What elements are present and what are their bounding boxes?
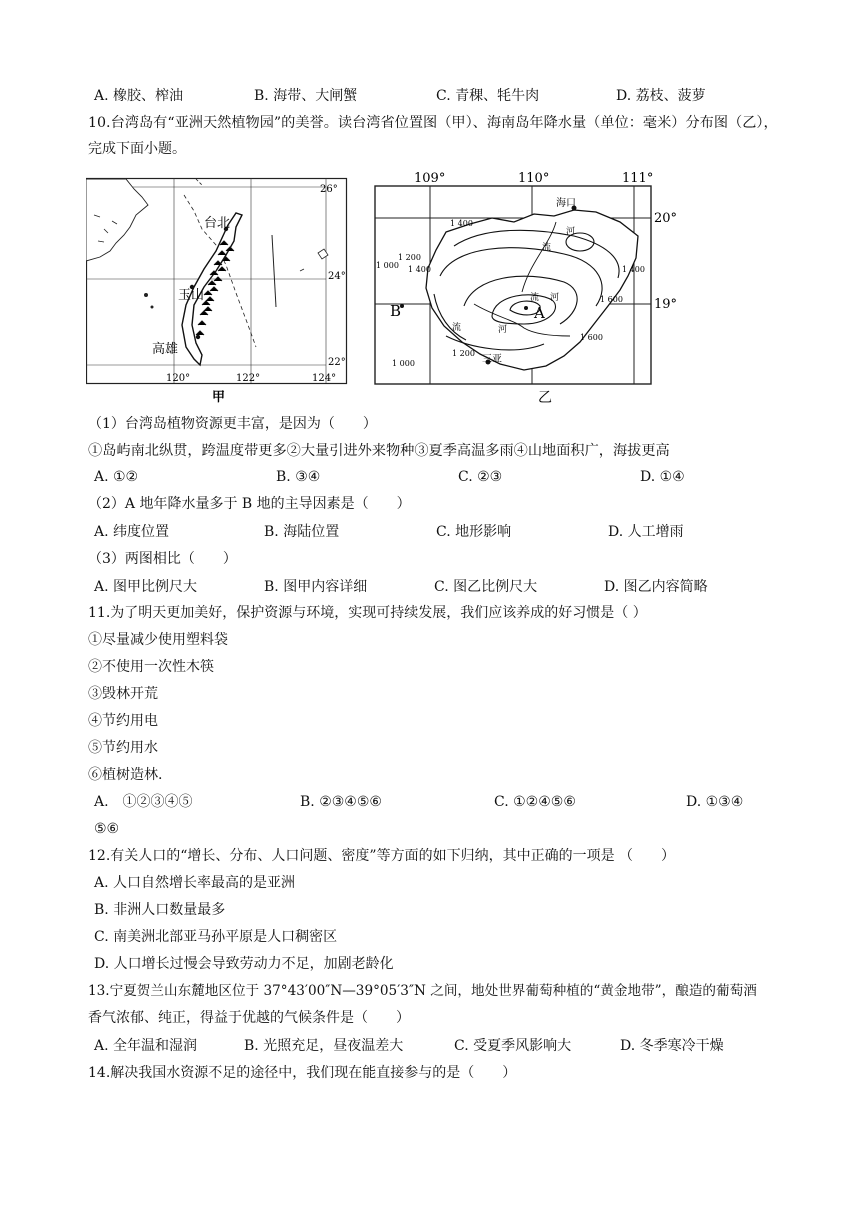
q9-option-a: A. 橡胶、榨油 <box>94 88 184 104</box>
q10-stem-line1: 10.台湾岛有“亚洲天然植物园”的美誉。读台湾省位置图（甲）、海南岛年降水量（单位：毫米）分布图（乙）， <box>88 115 778 131</box>
gaoxiong-dot <box>196 335 200 339</box>
q10-sub1-question: （1）台湾岛植物资源更丰富，是因为（ ） <box>88 416 377 432</box>
q14-stem: 14.解决我国水资源不足的途径中，我们现在能直接参与的是（ ） <box>88 1065 517 1081</box>
q9-option-d: D. 荔枝、菠萝 <box>616 88 706 104</box>
q10-stem-line2: 完成下面小题。 <box>88 141 186 157</box>
q11-item-1: ①尽量减少使用塑料袋 <box>88 632 228 648</box>
label-yushan: 玉山 <box>178 288 205 303</box>
q9-option-b: B. 海带、大闸蟹 <box>254 88 358 104</box>
tick-lat-26: 26° <box>320 184 338 195</box>
isohyet-label-2: 1 200 <box>398 253 421 262</box>
tick-lon-124: 124° <box>312 373 337 384</box>
tick-lon-122: 122° <box>236 373 261 384</box>
map-hainan-precipitation <box>374 166 680 406</box>
q11-stem: 11.为了明天更加美好，保护资源与环境，实现可持续发展，我们应该养成的好习惯是（ ） <box>88 605 647 621</box>
q12-option-a: A. 人口自然增长率最高的是亚洲 <box>94 875 296 891</box>
tick-lat-22: 22° <box>328 357 346 368</box>
q10-sub2-question: （2）A 地年降水量多于 B 地的主导因素是（ ） <box>88 496 411 512</box>
label-point-a: A <box>534 304 545 322</box>
q10-sub2-option-b: B. 海陆位置 <box>264 524 340 540</box>
q10-sub3-option-d: D. 图乙内容简略 <box>604 579 708 595</box>
penghu-islands <box>144 293 148 297</box>
isohyet-label-8: 1 200 <box>452 349 475 358</box>
q10-sub3-option-c: C. 图乙比例尺大 <box>434 579 538 595</box>
q10-sub3-option-b: B. 图甲内容详细 <box>264 579 368 595</box>
q12-option-d: D. 人口增长过慢会导致劳动力不足，加剧老龄化 <box>94 956 394 972</box>
q10-sub1-option-d: D. ①④ <box>640 469 685 485</box>
q11-item-3: ③毁林开荒 <box>88 686 158 702</box>
isohyet-label-1: 1 400 <box>450 219 473 228</box>
q10-sub2-option-d: D. 人工增雨 <box>608 524 684 540</box>
tick-lat-19: 19° <box>654 297 678 312</box>
map-jia-caption: 甲 <box>212 390 226 405</box>
isohyet-label-5: 1 400 <box>622 265 645 274</box>
label-point-b: B <box>390 302 402 320</box>
isohyet-label-3: 1 400 <box>408 265 431 274</box>
isohyet-label-9: 1 000 <box>392 359 415 368</box>
isohyet-label-6: 1 600 <box>600 295 623 304</box>
q10-sub1-option-b: B. ③④ <box>276 469 321 485</box>
q11-item-6: ⑥植树造林. <box>88 767 163 783</box>
tick-lat-20: 20° <box>654 211 678 226</box>
q11-option-b: B. ②③④⑤⑥ <box>300 794 382 810</box>
q12-option-b: B. 非洲人口数量最多 <box>94 902 226 918</box>
q11-option-a: A. ①②③④⑤ <box>94 794 193 810</box>
q11-item-4: ④节约用电 <box>88 713 158 729</box>
q12-stem: 12.有关人口的“增长、分布、人口问题、密度”等方面的如下归纳，其中正确的一项是 （ ） <box>88 848 676 864</box>
map-taiwan-location <box>86 175 348 405</box>
q13-option-b: B. 光照充足，昼夜温差大 <box>244 1038 404 1054</box>
q13-option-a: A. 全年温和湿润 <box>94 1038 198 1054</box>
q12-option-c: C. 南美洲北部亚马孙平原是人口稠密区 <box>94 929 338 945</box>
tick-lon-109: 109° <box>414 171 446 186</box>
river-label-4: 河 <box>550 293 560 303</box>
river-label-2: 流 <box>542 243 552 253</box>
tick-lat-24: 24° <box>328 271 346 282</box>
label-taibei: 台北 <box>204 216 231 231</box>
label-gaoxiong: 高雄 <box>152 342 179 357</box>
q13-stem-line1: 13.宁夏贺兰山东麓地区位于 37°43′00″N—39°05′3″N 之间，地处世界葡萄种植的“黄金地带”，酿造的葡萄酒 <box>88 983 757 999</box>
q13-stem-line2: 香气浓郁、纯正，得益于优越的气候条件是（ ） <box>88 1010 410 1026</box>
q10-sub3-option-a: A. 图甲比例尺大 <box>94 579 198 595</box>
label-sanya: 三亚 <box>482 354 502 365</box>
q11-item-5: ⑤节约用水 <box>88 740 158 756</box>
q13-option-d: D. 冬季寒冷干燥 <box>620 1038 724 1054</box>
q10-sub1-option-c: C. ②③ <box>458 469 503 485</box>
isohyet-label-4: 1 000 <box>376 261 399 270</box>
q10-sub1-statement: ①岛屿南北纵贯，跨温度带更多②大量引进外来物种③夏季高温多雨④山地面积广，海拔更高 <box>88 443 670 459</box>
q9-option-c: C. 青稞、牦牛肉 <box>436 88 540 104</box>
q11-option-d-continued: ⑤⑥ <box>94 821 120 837</box>
point-a-dot <box>524 306 528 310</box>
q10-sub2-option-a: A. 纬度位置 <box>94 524 170 540</box>
isohyet-label-7: 1 600 <box>580 333 603 342</box>
river-label-3: 流 <box>530 293 540 303</box>
river-label-6: 河 <box>498 325 508 335</box>
q10-sub2-option-c: C. 地形影响 <box>436 524 512 540</box>
q11-option-d: D. ①③④ <box>686 794 744 810</box>
river-label-5: 流 <box>452 323 462 333</box>
q10-sub3-question: （3）两图相比（ ） <box>88 551 237 567</box>
q11-item-2: ②不使用一次性木筷 <box>88 659 214 675</box>
label-haikou: 海口 <box>556 198 576 209</box>
river-label-1: 河 <box>566 227 576 237</box>
map-yi-caption: 乙 <box>538 390 552 406</box>
q13-option-c: C. 受夏季风影响大 <box>454 1038 572 1054</box>
tick-lon-110: 110° <box>518 171 550 186</box>
tick-lon-120: 120° <box>166 373 191 384</box>
q11-option-c: C. ①②④⑤⑥ <box>494 794 576 810</box>
tick-lon-111: 111° <box>622 171 654 186</box>
q10-sub1-option-a: A. ①② <box>94 469 139 485</box>
